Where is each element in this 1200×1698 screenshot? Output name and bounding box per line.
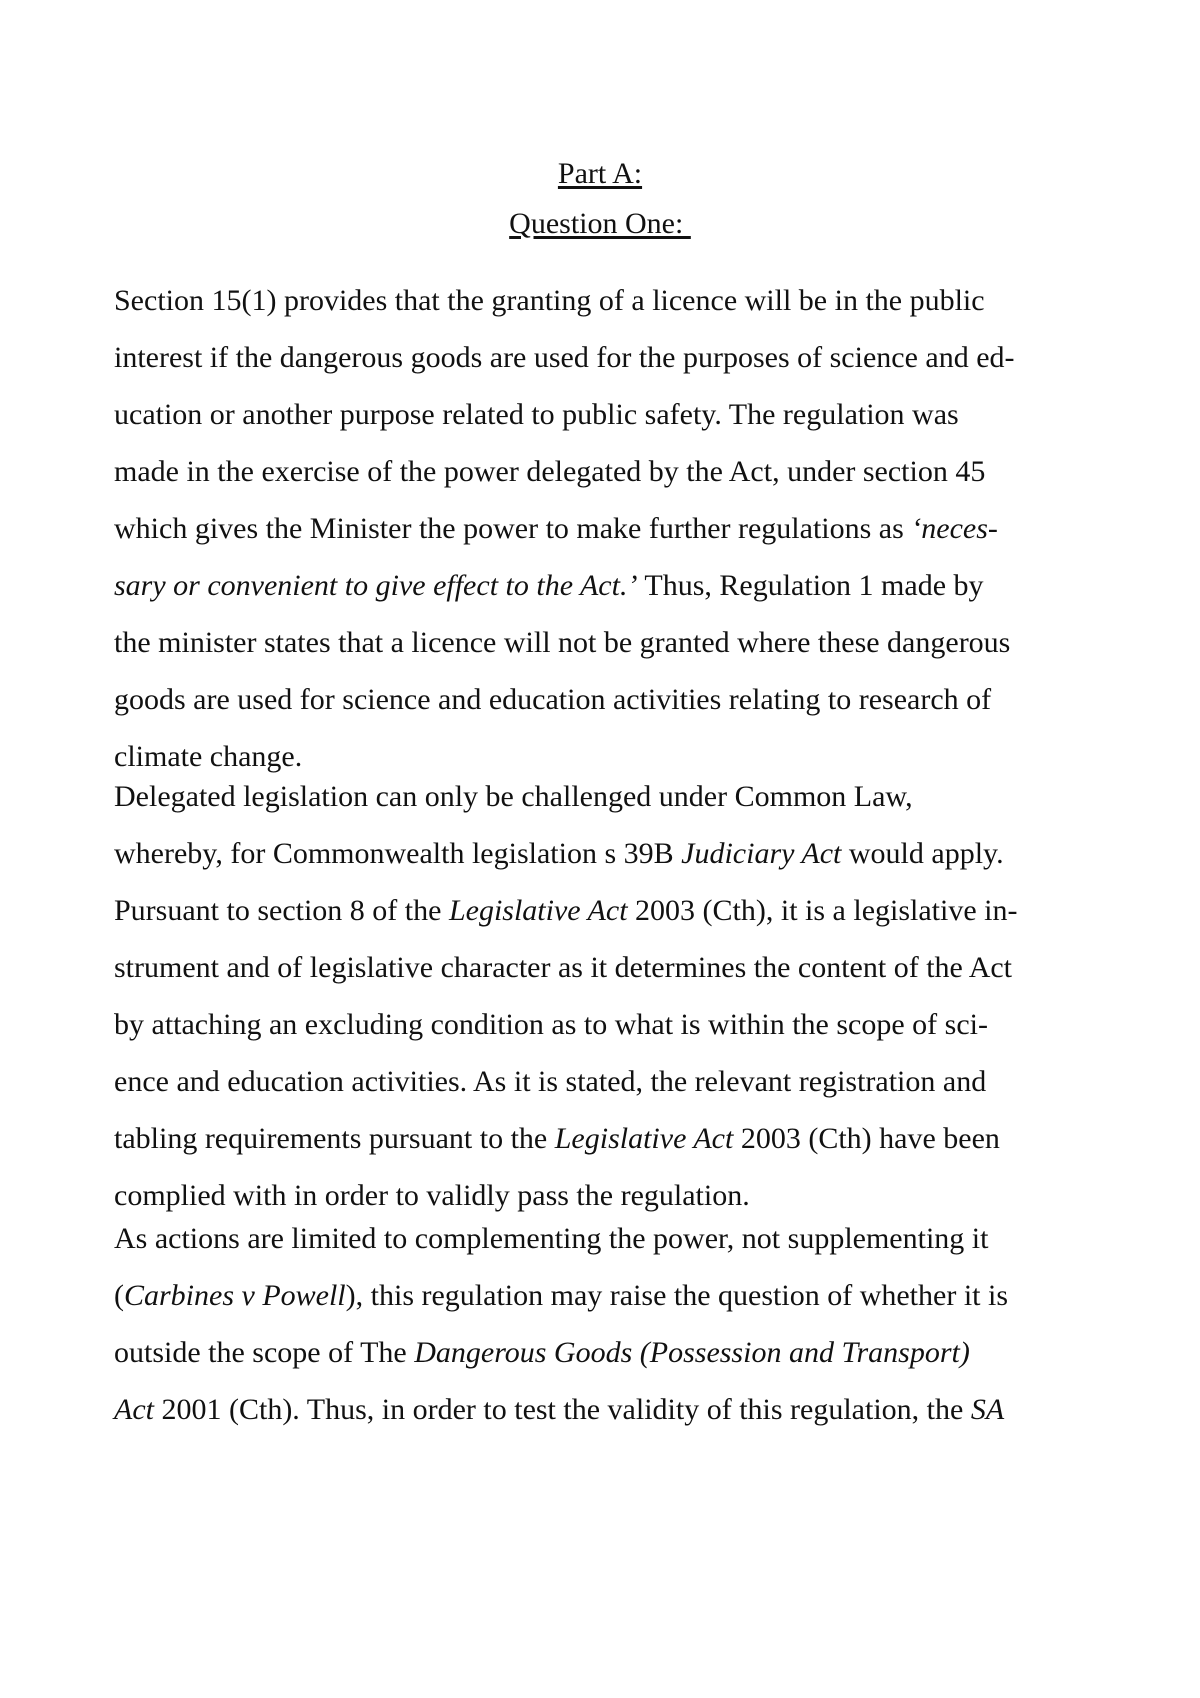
text-run: strument and of legislative character as it determines the content of the Act (114, 951, 1013, 984)
text-run: complied with in order to validly pass the regulation. (114, 1179, 750, 1212)
text-run: Section 15(1) provides that the granting of a licence will be in the public (114, 284, 985, 317)
text-run: 2003 (Cth) have been (733, 1122, 1000, 1155)
text-line (114, 1381, 1114, 1438)
text-line (114, 996, 1114, 1053)
text-run: by attaching an excluding condition as to what is within the scope of sci- (114, 1008, 988, 1041)
text-run: tabling requirements pursuant to the (114, 1122, 555, 1155)
italic-text-run: SA (970, 1393, 1005, 1426)
italic-text-run: Dangerous Goods (Possession and Transport) (414, 1336, 970, 1369)
part-heading: Part A: (557, 157, 643, 190)
text-line (114, 1210, 1114, 1267)
text-line (114, 939, 1114, 996)
text-run: goods are used for science and education activities relating to research of (114, 683, 992, 716)
text-line (114, 614, 1114, 671)
text-line (114, 443, 1114, 500)
text-run: Delegated legislation can only be challenged under Common Law, (114, 780, 913, 813)
text-run: made in the exercise of the power delegated by the Act, under section 45 (114, 455, 986, 488)
text-run: ( (114, 1279, 124, 1312)
italic-text-run: Legislative Act (448, 894, 628, 927)
text-run: interest if the dangerous goods are used for the purposes of science and ed- (114, 341, 1015, 374)
text-run: outside the scope of The (114, 1336, 415, 1369)
text-line (114, 1324, 1114, 1381)
text-run: Pursuant to section 8 of the (114, 894, 449, 927)
question-heading: Question One: (509, 207, 691, 240)
text-run: which gives the Minister the power to make further regulations as (114, 512, 912, 545)
italic-text-run: ‘neces- (911, 512, 998, 545)
text-line (114, 329, 1114, 386)
text-run: ucation or another purpose related to public safety. The regulation was (114, 398, 959, 431)
italic-text-run: Legislative Act (554, 1122, 734, 1155)
text-line (114, 557, 1114, 614)
text-line (114, 882, 1114, 939)
italic-text-run: Act (114, 1393, 154, 1426)
text-run: climate change. (114, 740, 303, 773)
paragraph-1 (114, 272, 1114, 785)
text-run: ), this regulation may raise the question of whether it is (345, 1279, 1008, 1312)
text-line (114, 1267, 1114, 1324)
text-line (114, 272, 1114, 329)
text-line (114, 768, 1114, 825)
italic-text-run: sary or convenient to give effect to the Act.’ (114, 569, 638, 602)
paragraph-2 (114, 768, 1114, 1224)
paragraph-3 (114, 1210, 1114, 1438)
text-run: 2001 (Cth). Thus, in order to test the validity of this regulation, the (153, 1393, 971, 1426)
text-line (114, 386, 1114, 443)
text-line (114, 500, 1114, 557)
text-run: would apply. (841, 837, 1004, 870)
text-run: whereby, for Commonwealth legislation s 39B (114, 837, 682, 870)
text-run: Thus, Regulation 1 made by (637, 569, 984, 602)
text-line (114, 1110, 1114, 1167)
text-line (114, 1053, 1114, 1110)
italic-text-run: Carbines v Powell (124, 1279, 346, 1312)
text-run: ence and education activities. As it is stated, the relevant registration and (114, 1065, 987, 1098)
text-run: the minister states that a licence will not be granted where these dangerous (114, 626, 1011, 659)
italic-text-run: Judiciary Act (681, 837, 842, 870)
text-line (114, 825, 1114, 882)
text-line (114, 671, 1114, 728)
text-run: 2003 (Cth), it is a legislative in- (627, 894, 1018, 927)
text-run: As actions are limited to complementing the power, not supplementing it (114, 1222, 989, 1255)
